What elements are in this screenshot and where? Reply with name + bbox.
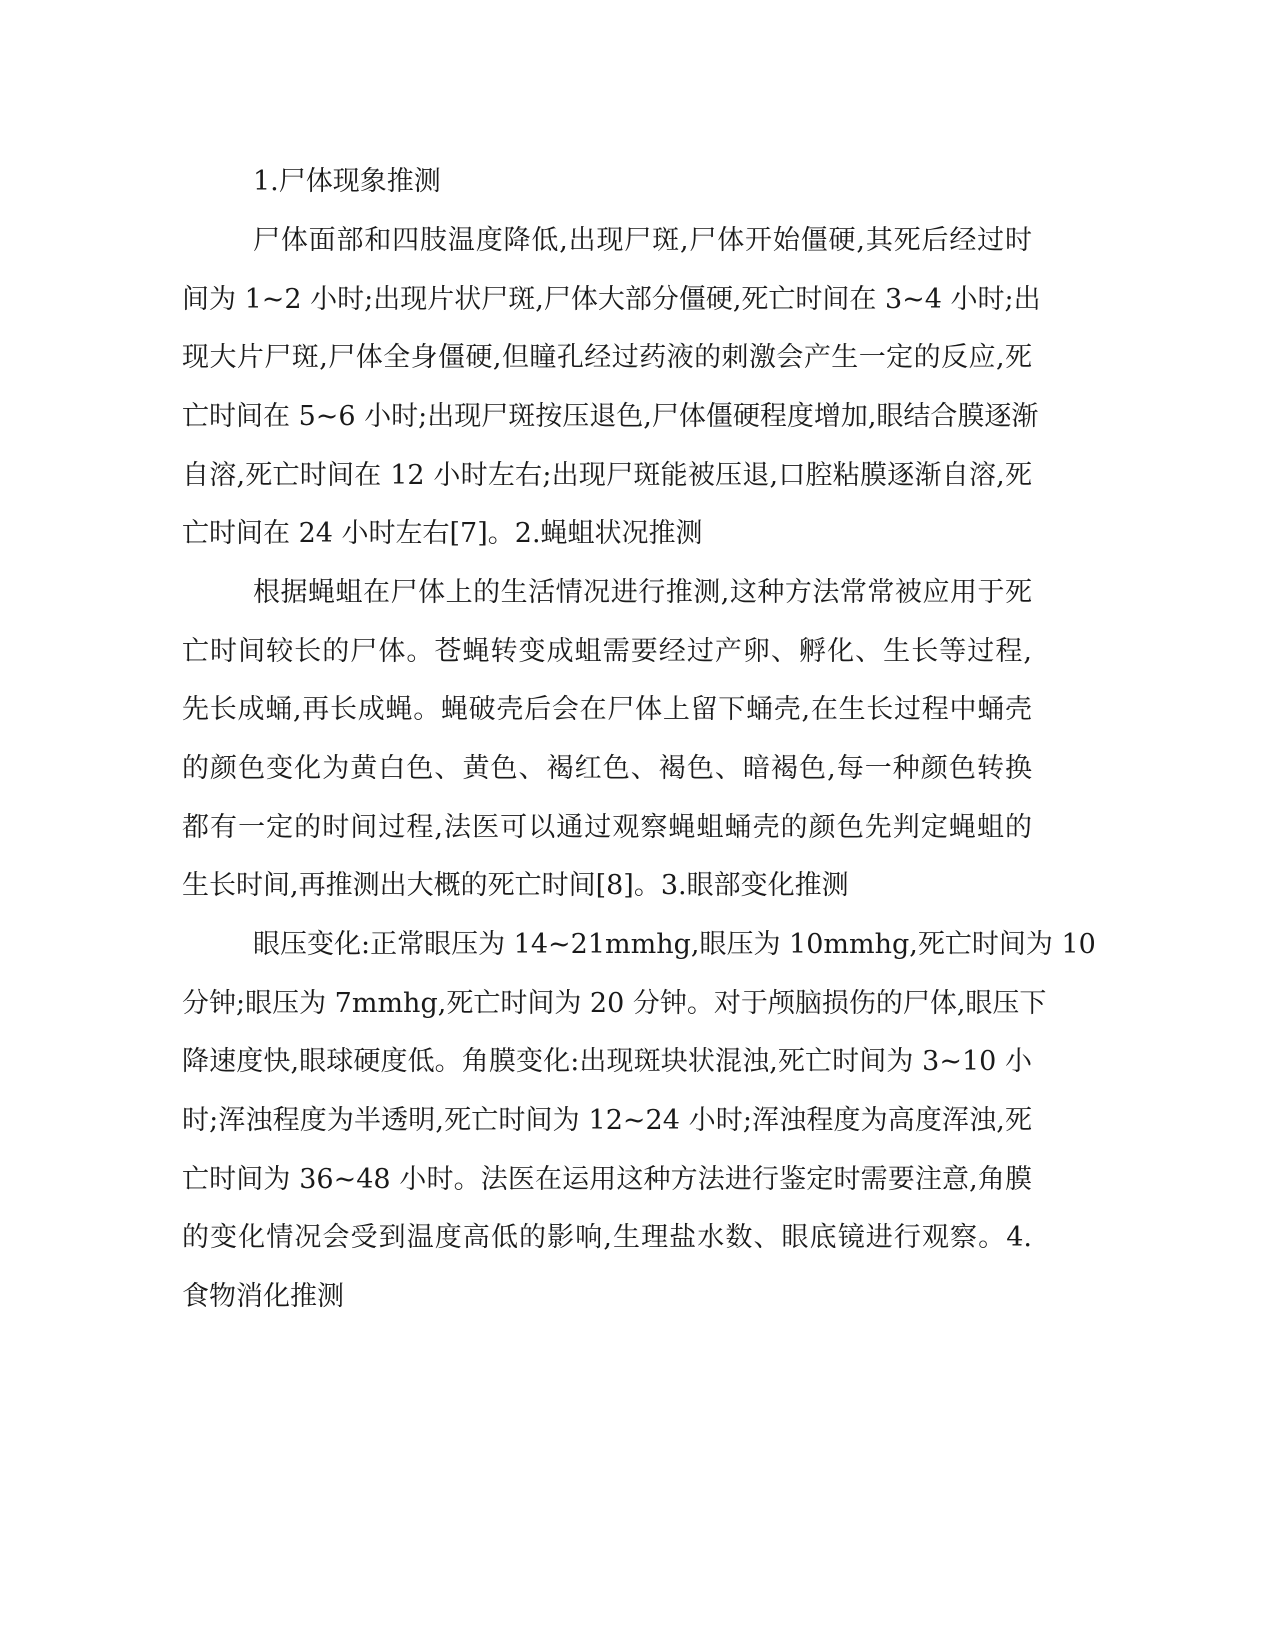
paragraph-line: 的变化情况会受到温度高低的影响,生理盐水数、眼底镜进行观察。4. <box>182 1222 1032 1253</box>
paragraph-line: 分钟;眼压为 7mmhg,死亡时间为 20 分钟。对于颅脑损伤的尸体,眼压下 <box>182 988 1047 1019</box>
paragraph-line: 间为 1~2 小时;出现片状尸斑,尸体大部分僵硬,死亡时间在 3~4 小时;出 <box>182 284 1041 315</box>
paragraph-line: 生长时间,再推测出大概的死亡时间[8]。3.眼部变化推测 <box>182 870 849 901</box>
heading-corpse-phenomena: 1.尸体现象推测 <box>253 166 441 197</box>
paragraph-line: 降速度快,眼球硬度低。角膜变化:出现斑块状混浊,死亡时间为 3~10 小 <box>182 1046 1032 1077</box>
paragraph-line: 根据蝇蛆在尸体上的生活情况进行推测,这种方法常常被应用于死 <box>253 577 1032 608</box>
paragraph-line: 亡时间在 24 小时左右[7]。2.蝇蛆状况推测 <box>182 518 703 549</box>
paragraph-line: 食物消化推测 <box>182 1281 344 1312</box>
paragraph-line: 现大片尸斑,尸体全身僵硬,但瞳孔经过药液的刺激会产生一定的反应,死 <box>182 342 1032 373</box>
paragraph-line: 尸体面部和四肢温度降低,出现尸斑,尸体开始僵硬,其死后经过时 <box>253 225 1032 256</box>
paragraph-line: 亡时间较长的尸体。苍蝇转变成蛆需要经过产卵、孵化、生长等过程, <box>182 636 1032 667</box>
paragraph-line: 时;浑浊程度为半透明,死亡时间为 12~24 小时;浑浊程度为高度浑浊,死 <box>182 1105 1032 1136</box>
paragraph-line: 的颜色变化为黄白色、黄色、褐红色、褐色、暗褐色,每一种颜色转换 <box>182 753 1032 784</box>
paragraph-line: 眼压变化:正常眼压为 14~21mmhg,眼压为 10mmhg,死亡时间为 10 <box>253 929 1096 960</box>
paragraph-line: 自溶,死亡时间在 12 小时左右;出现尸斑能被压退,口腔粘膜逐渐自溶,死 <box>182 460 1032 491</box>
paragraph-line: 先长成蛹,再长成蝇。蝇破壳后会在尸体上留下蛹壳,在生长过程中蛹壳 <box>182 694 1032 725</box>
paragraph-line: 亡时间在 5~6 小时;出现尸斑按压退色,尸体僵硬程度增加,眼结合膜逐渐 <box>182 401 1039 432</box>
paragraph-line: 都有一定的时间过程,法医可以通过观察蝇蛆蛹壳的颜色先判定蝇蛆的 <box>182 812 1032 843</box>
paragraph-line: 亡时间为 36~48 小时。法医在运用这种方法进行鉴定时需要注意,角膜 <box>182 1164 1032 1195</box>
